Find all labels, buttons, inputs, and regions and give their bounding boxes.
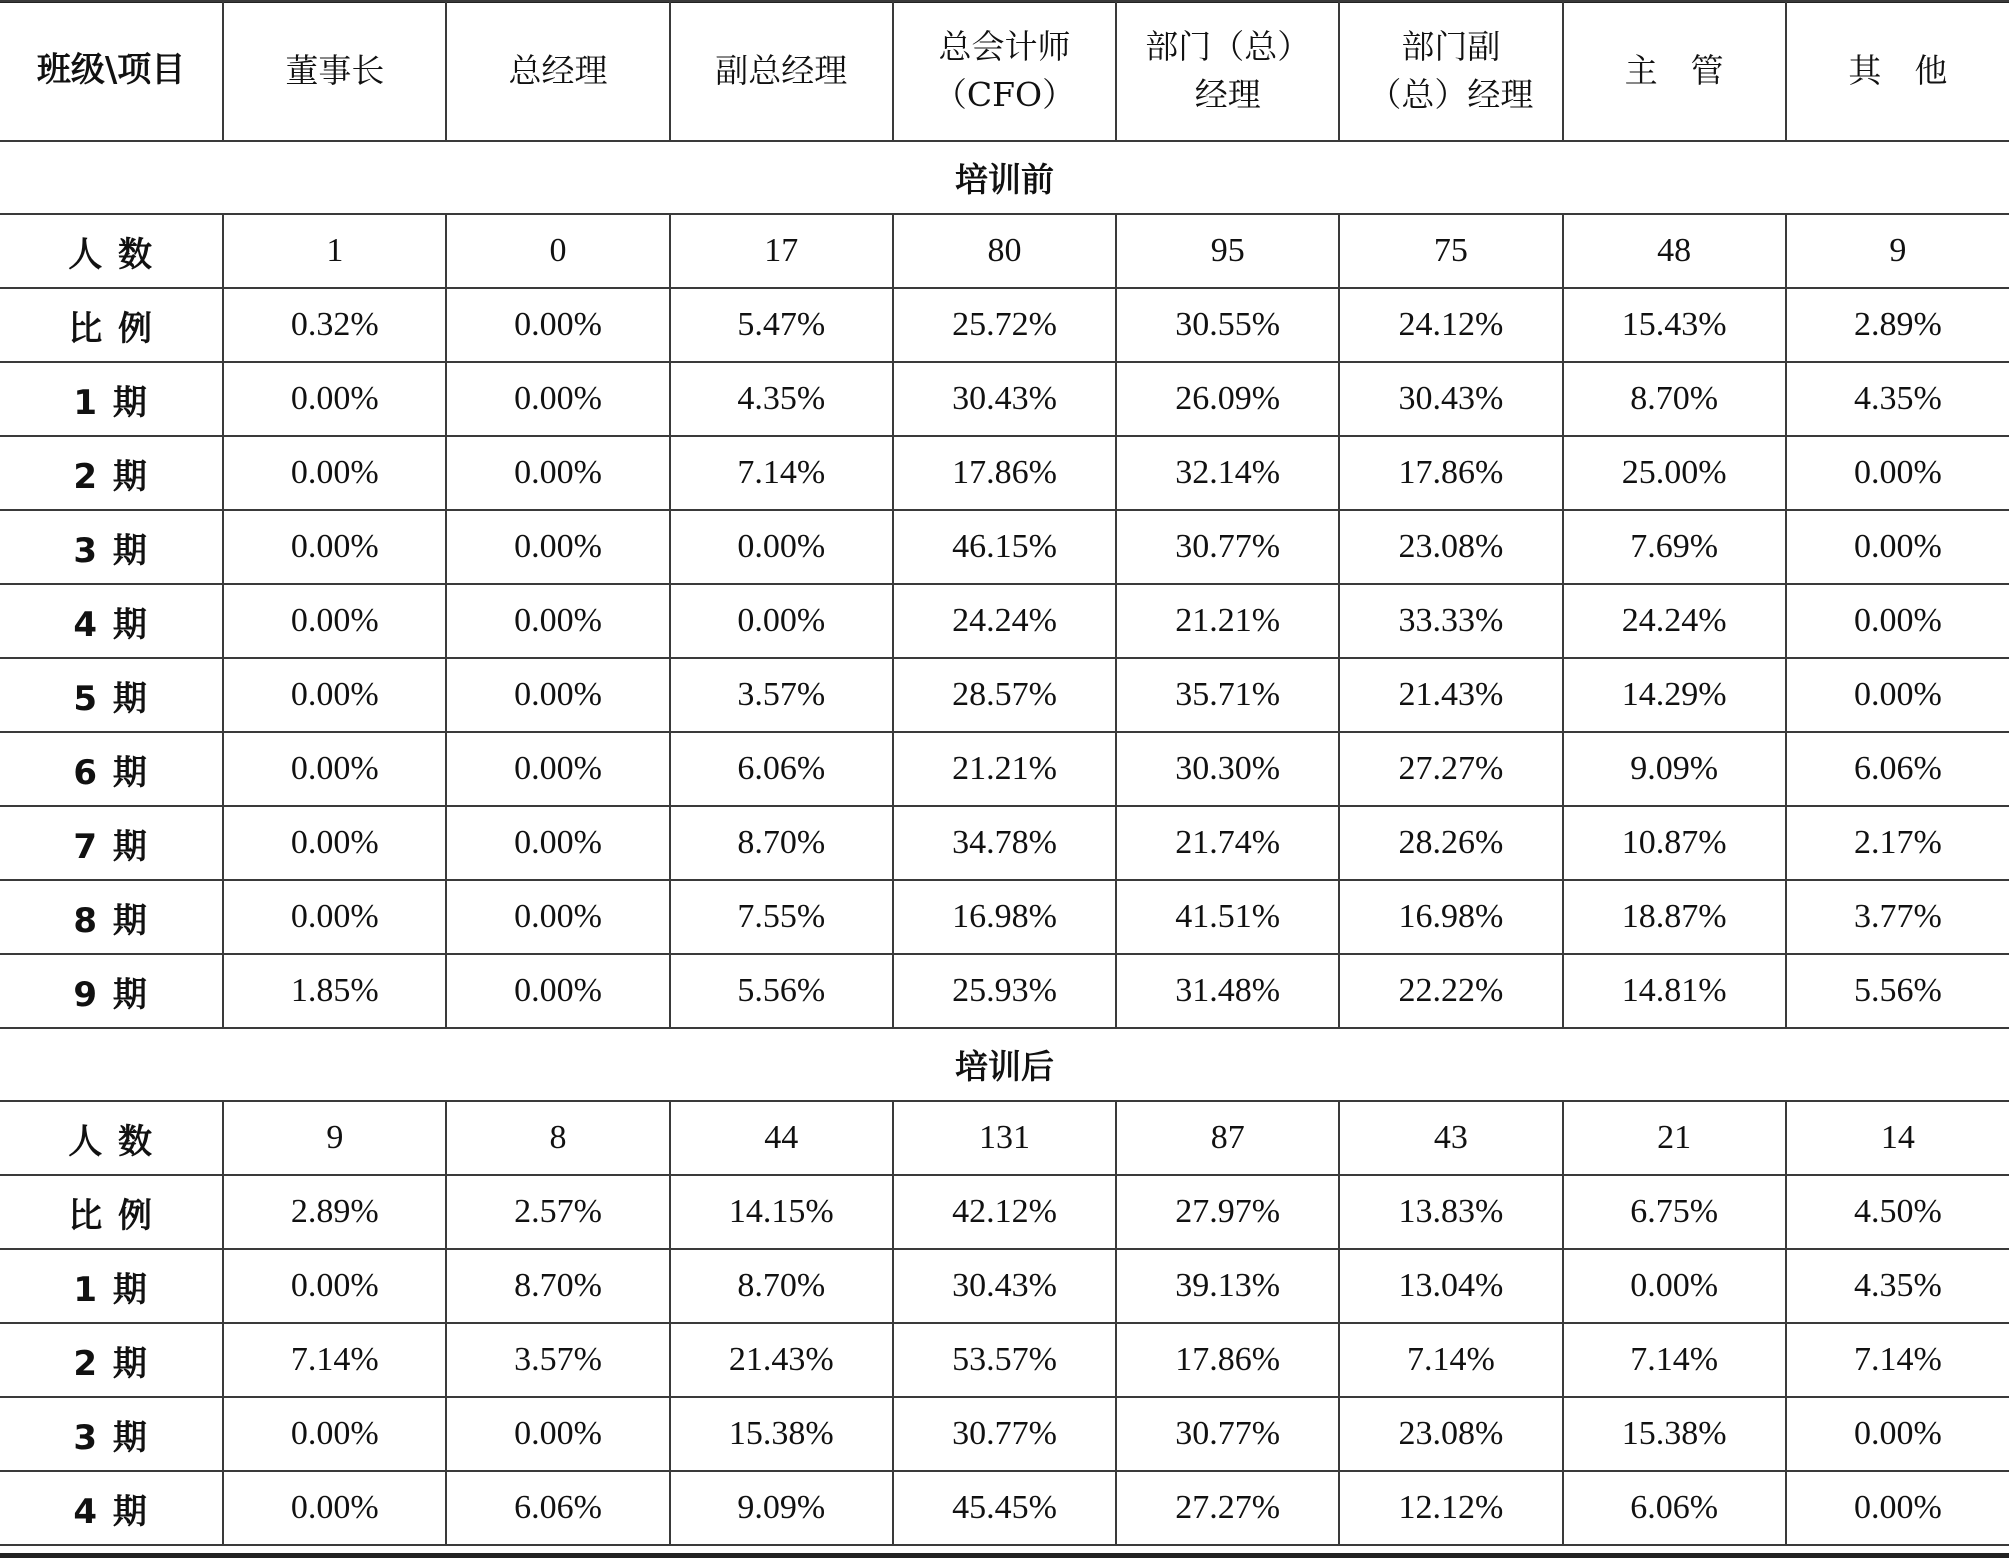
row-label: 5 期 [0, 658, 223, 732]
table-row [0, 1175, 2009, 1249]
table-cell: 17 [670, 214, 893, 288]
table-row [0, 1397, 2009, 1471]
table-cell: 0.00% [670, 584, 893, 658]
table-cell: 13.83% [1339, 1175, 1562, 1249]
table-cell: 9 [223, 1101, 446, 1175]
table-cell: 21.21% [893, 732, 1116, 806]
table-cell: 1.85% [223, 954, 446, 1028]
table-cell: 80 [893, 214, 1116, 288]
table-cell: 30.43% [893, 1249, 1116, 1323]
table-cell: 95 [1116, 214, 1339, 288]
table-row [0, 1249, 2009, 1323]
row-label: 6 期 [0, 732, 223, 806]
table-cell: 14.15% [670, 1175, 893, 1249]
table-cell: 31.48% [1116, 954, 1339, 1028]
table-cell: 0.00% [446, 658, 669, 732]
table-cell: 5.47% [670, 288, 893, 362]
table-cell: 26.09% [1116, 362, 1339, 436]
table-cell: 9.09% [1563, 732, 1786, 806]
row-label: 8 期 [0, 880, 223, 954]
table-cell: 7.14% [670, 436, 893, 510]
table-cell: 41.51% [1116, 880, 1339, 954]
table-row [0, 1471, 2009, 1545]
table-cell: 4.35% [670, 362, 893, 436]
table-cell: 0.00% [223, 362, 446, 436]
table-cell: 6.75% [1563, 1175, 1786, 1249]
table-cell: 17.86% [1116, 1323, 1339, 1397]
table-cell: 7.14% [1563, 1323, 1786, 1397]
section-row [0, 141, 2009, 214]
table-cell: 28.26% [1339, 806, 1562, 880]
table-cell: 8.70% [670, 1249, 893, 1323]
table-cell: 14.29% [1563, 658, 1786, 732]
row-label: 人 数 [0, 214, 223, 288]
table-cell: 0.00% [223, 1397, 446, 1471]
table-cell: 7.14% [1786, 1323, 2009, 1397]
table-cell: 0.00% [223, 806, 446, 880]
table-cell: 0.00% [446, 362, 669, 436]
table-cell: 8 [446, 1101, 669, 1175]
table-cell: 5.56% [1786, 954, 2009, 1028]
corner-header: 班级\项目 [0, 1, 223, 141]
table-cell: 30.43% [893, 362, 1116, 436]
table-cell: 15.38% [670, 1397, 893, 1471]
table-cell: 0.00% [446, 1397, 669, 1471]
table-cell: 0.00% [223, 1471, 446, 1545]
table-cell: 30.43% [1339, 362, 1562, 436]
table-row [0, 510, 2009, 584]
table-cell: 34.78% [893, 806, 1116, 880]
table-cell: 28.57% [893, 658, 1116, 732]
table-cell: 6.06% [1786, 732, 2009, 806]
row-label: 1 期 [0, 362, 223, 436]
table-cell: 21.43% [670, 1323, 893, 1397]
bottom-rule [0, 1553, 2009, 1558]
table-row [0, 658, 2009, 732]
table-cell: 0.00% [223, 436, 446, 510]
table-cell: 6.06% [446, 1471, 669, 1545]
table-row [0, 362, 2009, 436]
table-cell: 15.43% [1563, 288, 1786, 362]
column-header: 董事长 [223, 1, 446, 141]
table-cell: 22.22% [1339, 954, 1562, 1028]
table-row [0, 1101, 2009, 1175]
table-cell: 3.77% [1786, 880, 2009, 954]
table-row [0, 1323, 2009, 1397]
table-cell: 45.45% [893, 1471, 1116, 1545]
table-row [0, 288, 2009, 362]
table-cell: 25.00% [1563, 436, 1786, 510]
table-cell: 9 [1786, 214, 2009, 288]
table-cell: 2.89% [223, 1175, 446, 1249]
table-cell: 0.32% [223, 288, 446, 362]
table-cell: 2.89% [1786, 288, 2009, 362]
table-cell: 43 [1339, 1101, 1562, 1175]
table-cell: 87 [1116, 1101, 1339, 1175]
table-cell: 44 [670, 1101, 893, 1175]
table-row [0, 436, 2009, 510]
table-cell: 30.77% [893, 1397, 1116, 1471]
table-cell: 0.00% [446, 880, 669, 954]
table-cell: 0.00% [446, 806, 669, 880]
table-cell: 0.00% [1786, 436, 2009, 510]
table-cell: 16.98% [893, 880, 1116, 954]
table-body [0, 1, 2009, 1545]
table-cell: 30.30% [1116, 732, 1339, 806]
table-cell: 39.13% [1116, 1249, 1339, 1323]
table-cell: 3.57% [670, 658, 893, 732]
section-title: 培训前 [0, 141, 2009, 214]
row-label: 3 期 [0, 510, 223, 584]
column-header: 部门副 （总）经理 [1339, 1, 1562, 141]
header-row [0, 1, 2009, 141]
table-cell: 21.74% [1116, 806, 1339, 880]
table-row [0, 214, 2009, 288]
row-label: 2 期 [0, 1323, 223, 1397]
table-cell: 46.15% [893, 510, 1116, 584]
table-cell: 3.57% [446, 1323, 669, 1397]
column-header: 部门（总） 经理 [1116, 1, 1339, 141]
table-cell: 17.86% [893, 436, 1116, 510]
table-cell: 18.87% [1563, 880, 1786, 954]
table-cell: 48 [1563, 214, 1786, 288]
table-cell: 25.72% [893, 288, 1116, 362]
table-cell: 24.12% [1339, 288, 1562, 362]
table-cell: 17.86% [1339, 436, 1562, 510]
table-cell: 10.87% [1563, 806, 1786, 880]
row-label: 比 例 [0, 1175, 223, 1249]
table-cell: 1 [223, 214, 446, 288]
table-cell: 33.33% [1339, 584, 1562, 658]
table-cell: 14 [1786, 1101, 2009, 1175]
table-cell: 4.35% [1786, 362, 2009, 436]
table-cell: 27.27% [1116, 1471, 1339, 1545]
column-header: 其 他 [1786, 1, 2009, 141]
table-cell: 42.12% [893, 1175, 1116, 1249]
table-cell: 21.21% [1116, 584, 1339, 658]
table-row [0, 732, 2009, 806]
table-row [0, 954, 2009, 1028]
table-cell: 27.97% [1116, 1175, 1339, 1249]
table-cell: 23.08% [1339, 1397, 1562, 1471]
row-label: 4 期 [0, 584, 223, 658]
table-cell: 0.00% [446, 584, 669, 658]
table-cell: 6.06% [1563, 1471, 1786, 1545]
table-cell: 0.00% [446, 288, 669, 362]
table-cell: 0.00% [446, 436, 669, 510]
table-cell: 0.00% [1786, 1471, 2009, 1545]
row-label: 4 期 [0, 1471, 223, 1545]
table-row [0, 584, 2009, 658]
table-cell: 0.00% [223, 880, 446, 954]
table-cell: 7.55% [670, 880, 893, 954]
column-header: 总会计师 （CFO） [893, 1, 1116, 141]
table-row [0, 880, 2009, 954]
table-cell: 8.70% [1563, 362, 1786, 436]
row-label: 9 期 [0, 954, 223, 1028]
table-cell: 0.00% [446, 510, 669, 584]
row-label: 人 数 [0, 1101, 223, 1175]
table-cell: 4.35% [1786, 1249, 2009, 1323]
section-row [0, 1028, 2009, 1101]
table-cell: 13.04% [1339, 1249, 1562, 1323]
section-title: 培训后 [0, 1028, 2009, 1101]
table-cell: 7.69% [1563, 510, 1786, 584]
table-cell: 2.57% [446, 1175, 669, 1249]
table-cell: 9.09% [670, 1471, 893, 1545]
table-cell: 32.14% [1116, 436, 1339, 510]
table-cell: 30.77% [1116, 1397, 1339, 1471]
column-header: 总经理 [446, 1, 669, 141]
table-cell: 12.12% [1339, 1471, 1562, 1545]
table-cell: 7.14% [223, 1323, 446, 1397]
table-cell: 0.00% [670, 510, 893, 584]
table-cell: 53.57% [893, 1323, 1116, 1397]
table-cell: 27.27% [1339, 732, 1562, 806]
table-cell: 21 [1563, 1101, 1786, 1175]
table-cell: 0.00% [223, 584, 446, 658]
table-cell: 0.00% [1563, 1249, 1786, 1323]
table-cell: 30.55% [1116, 288, 1339, 362]
table-cell: 0.00% [223, 732, 446, 806]
table-cell: 0.00% [223, 510, 446, 584]
table-cell: 30.77% [1116, 510, 1339, 584]
table-cell: 0.00% [446, 954, 669, 1028]
row-label: 1 期 [0, 1249, 223, 1323]
table-cell: 14.81% [1563, 954, 1786, 1028]
table-cell: 24.24% [893, 584, 1116, 658]
table-cell: 8.70% [670, 806, 893, 880]
row-label: 比 例 [0, 288, 223, 362]
table-cell: 2.17% [1786, 806, 2009, 880]
table-cell: 35.71% [1116, 658, 1339, 732]
column-header: 副总经理 [670, 1, 893, 141]
row-label: 2 期 [0, 436, 223, 510]
table-cell: 23.08% [1339, 510, 1562, 584]
table-cell: 0.00% [1786, 584, 2009, 658]
table-cell: 7.14% [1339, 1323, 1562, 1397]
table-row [0, 806, 2009, 880]
row-label: 7 期 [0, 806, 223, 880]
table-cell: 16.98% [1339, 880, 1562, 954]
table-cell: 21.43% [1339, 658, 1562, 732]
table-cell: 5.56% [670, 954, 893, 1028]
table-cell: 0.00% [1786, 658, 2009, 732]
column-header: 主 管 [1563, 1, 1786, 141]
table-cell: 75 [1339, 214, 1562, 288]
row-label: 3 期 [0, 1397, 223, 1471]
table-cell: 8.70% [446, 1249, 669, 1323]
table-cell: 25.93% [893, 954, 1116, 1028]
table-cell: 0.00% [446, 732, 669, 806]
table-cell: 24.24% [1563, 584, 1786, 658]
table-cell: 131 [893, 1101, 1116, 1175]
table-cell: 15.38% [1563, 1397, 1786, 1471]
table-cell: 0.00% [223, 1249, 446, 1323]
table-cell: 4.50% [1786, 1175, 2009, 1249]
table-cell: 0.00% [1786, 510, 2009, 584]
table-cell: 0.00% [1786, 1397, 2009, 1471]
table-cell: 0 [446, 214, 669, 288]
table-cell: 6.06% [670, 732, 893, 806]
table-cell: 0.00% [223, 658, 446, 732]
